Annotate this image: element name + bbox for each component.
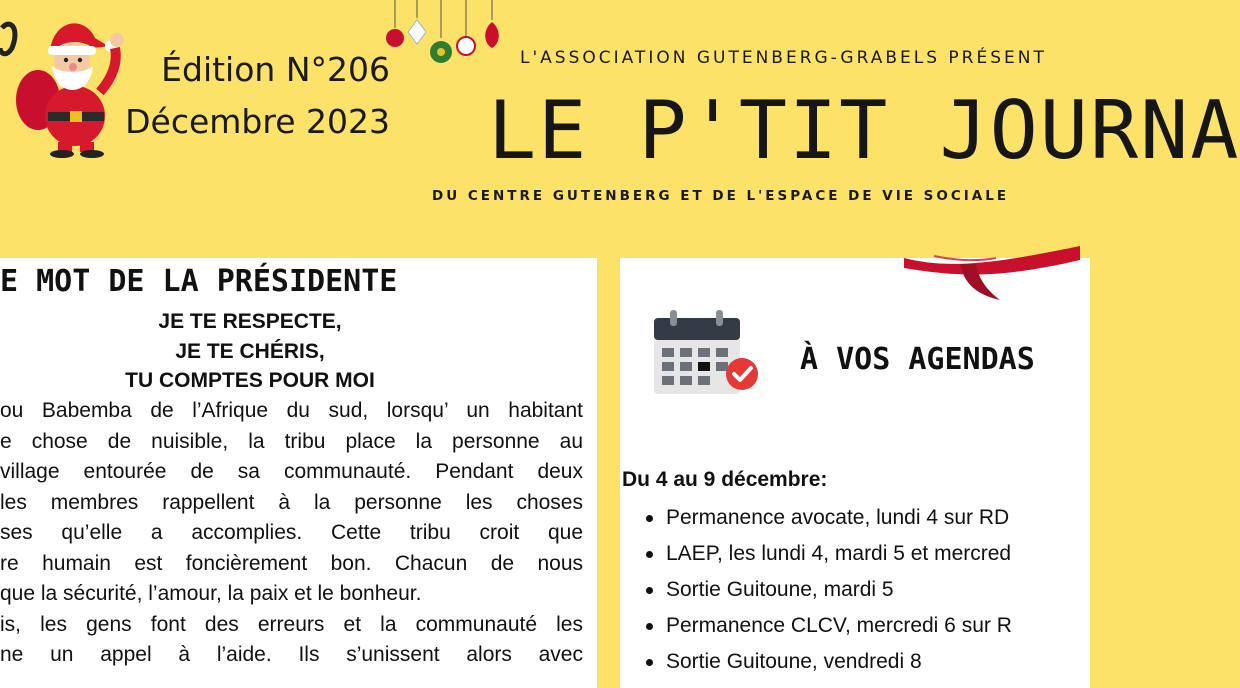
president-word-body: [0, 396, 583, 671]
slogan-line-2: JE TE CHÉRIS,: [175, 340, 325, 363]
body-line: les membres rappellent à la personne les choses: [0, 490, 583, 514]
body-line: e chose de nuisible, la tribu place la personne au: [0, 429, 583, 453]
body-line: que la sécurité, l’amour, la paix et le bonheur.: [0, 582, 422, 605]
body-line: ne un appel à l’aide. Ils s’unissent alors avec: [0, 643, 583, 666]
list-item: Sortie Guitoune, mardi 5: [620, 572, 1012, 608]
edition-number: Édition N°206: [161, 50, 390, 89]
body-line: village entourée de sa communauté. Pendant deux: [0, 460, 583, 483]
journal-subtitle: DU CENTRE GUTENBERG ET DE L'ESPACE DE VIE SOCIALE: [432, 188, 1010, 204]
body-line: re humain est foncièrement bon. Chacun de nous: [0, 551, 583, 575]
body-line: is, les gens font des erreurs et la communauté les: [0, 612, 583, 636]
president-word-panel: [0, 258, 597, 688]
list-item: Permanence avocate, lundi 4 sur RD: [620, 500, 1012, 536]
list-item: Permanence CLCV, mercredi 6 sur R: [620, 608, 1012, 644]
agenda-events-list: [620, 500, 1012, 680]
list-item: Sortie Guitoune, vendredi 8: [620, 644, 1012, 680]
agenda-panel: [620, 258, 1090, 688]
calendar-check-icon: [652, 310, 762, 400]
body-line: ses qu’elle a accomplies. Cette tribu croit que: [0, 521, 583, 544]
red-ribbon-icon: [904, 246, 1080, 302]
slogan-line-3: TU COMPTES POUR MOI: [125, 369, 375, 392]
slogan-line-1: JE TE RESPECTE,: [158, 310, 342, 333]
edition-date: Décembre 2023: [125, 102, 390, 141]
presents-line: L'ASSOCIATION GUTENBERG-GRABELS PRÉSENT: [520, 48, 1047, 68]
agenda-title: À VOS AGENDAS: [800, 342, 1035, 377]
christmas-ornaments-icon: [380, 0, 510, 75]
president-word-title: E MOT DE LA PRÉSIDENTE: [0, 264, 398, 299]
agenda-period: Du 4 au 9 décembre:: [622, 468, 828, 491]
list-item: LAEP, les lundi 4, mardi 5 et mercred: [620, 536, 1012, 572]
newsletter-header: [0, 0, 1240, 245]
journal-title: LE P'TIT JOURNA: [488, 84, 1240, 177]
edition-info: [110, 44, 390, 148]
body-line: ou Babemba de l’Afrique du sud, lorsqu’ un habitant: [0, 399, 583, 422]
